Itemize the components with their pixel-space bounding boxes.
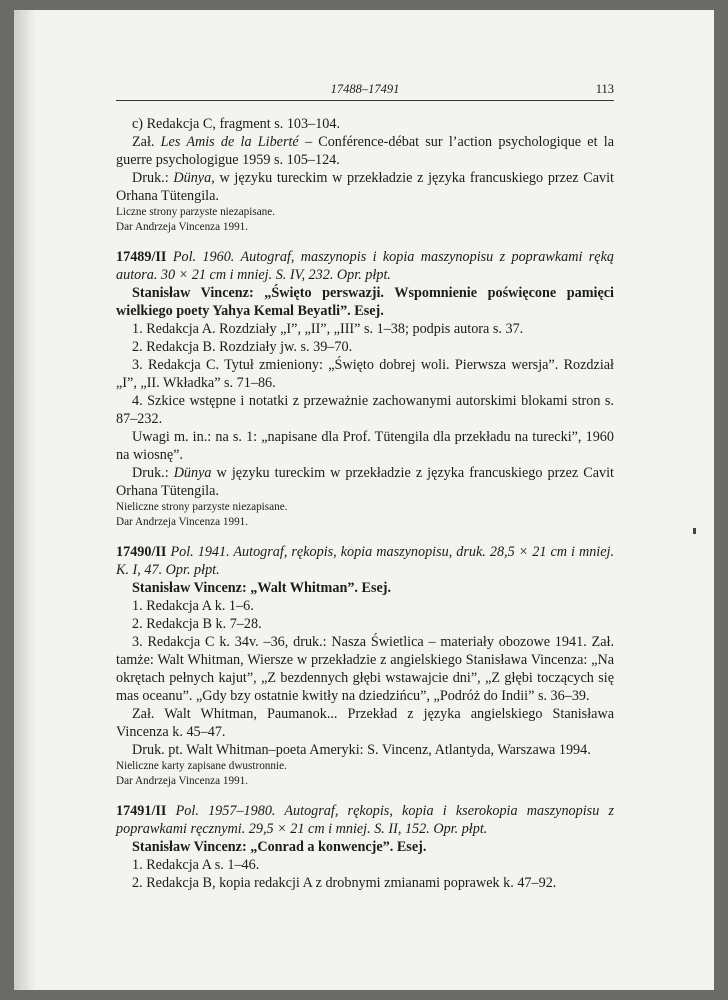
italic-title: Dünya [173, 465, 212, 481]
note-line: Nieliczne strony parzyste niezapisane. [116, 501, 288, 513]
note-block [116, 205, 614, 235]
entry-id: 17490/II [116, 544, 167, 560]
note-block [116, 500, 614, 530]
text-run: – Conférence-débat sur l’action psychologique et la guerre psychologigue 1959 s. 105–124. [116, 134, 614, 168]
catalog-entry [116, 802, 614, 838]
text-run: , w języku tureckim w przekładzie z języka francuskiego przez Cavit Orhana Tütengila. [116, 170, 614, 204]
entry-id: 17491/II [116, 803, 167, 819]
entry-description: Pol. 1941. Autograf, rękopis, kopia maszynopisu, druk. 28,5 × 21 cm i mniej. K. I, 47. Opr. płpt. [116, 544, 615, 578]
page-content [116, 82, 614, 892]
header-rule [116, 100, 614, 101]
paragraph [116, 169, 614, 205]
paragraph: 3. Redakcja C k. 34v. –36, druk.: Nasza Świetlica – materiały obozowe 1941. Zał. tamże: Walt Whitman, Wiersze w przekładzie z angielskiego Stanisława Vincenza: „Na okrętach pełnych kajut”, „Z bezdennych głębi wstawajcie dni”, „Z głębi toczących się mas oceanu”. „Gdy bzy ostatnie kwitły na dziedzińcu”, „Podróż do Indii” s. 36–39. [116, 634, 614, 704]
note-line: Liczne strony parzyste niezapisane. [116, 206, 276, 218]
note-line: Dar Andrzeja Vincenza 1991. [116, 516, 249, 528]
page-number: 113 [595, 82, 614, 96]
paragraph: 2. Redakcja B. Rozdziały jw. s. 39–70. [132, 339, 353, 355]
paragraph: 1. Redakcja A s. 1–46. [132, 857, 260, 873]
paragraph: 1. Redakcja A. Rozdziały „I”, „II”, „III” s. 1–38; podpis autora s. 37. [132, 321, 524, 337]
running-header [116, 82, 614, 98]
entry-description: Pol. 1957–1980. Autograf, rękopis, kopia i kserokopia maszynopisu z poprawkami ręcznymi. 29,5 × 21 cm i mniej. S. II, 152. Opr. płpt. [116, 803, 614, 837]
paragraph: Druk. pt. Walt Whitman–poeta Ameryki: S. Vincenz, Atlantyda, Warszawa 1994. [132, 742, 591, 758]
catalog-entry [116, 248, 614, 284]
paragraph [116, 464, 614, 500]
work-title: Stanisław Vincenz: „Walt Whitman”. Esej. [132, 580, 392, 596]
note-line: Dar Andrzeja Vincenza 1991. [116, 775, 249, 787]
text-run: w języku tureckim w przekładzie z języka francuskiego przez Cavit Orhana Tütengila. [116, 465, 614, 499]
italic-title: Les Amis de la Liberté [160, 134, 299, 150]
paragraph [116, 133, 614, 169]
note-line: Nieliczne karty zapisane dwustronnie. [116, 760, 287, 772]
note-line: Dar Andrzeja Vincenza 1991. [116, 221, 249, 233]
paragraph: 4. Szkice wstępne i notatki z przeważnie zachowanymi autorskimi blokami stron s. 87–232. [116, 393, 614, 427]
paragraph: Uwagi m. in.: na s. 1: „napisane dla Prof. Tütengila dla przekładu na turecki”, 1960 na wiosnę”. [116, 429, 614, 463]
paragraph: 2. Redakcja B k. 7–28. [132, 616, 262, 632]
note-block [116, 759, 614, 789]
catalog-entry [116, 543, 614, 579]
text-run: Druk.: [132, 170, 174, 186]
entry-id: 17489/II [116, 249, 167, 265]
text-run: Zał. [132, 134, 161, 150]
paragraph: 2. Redakcja B, kopia redakcji A z drobnymi zmianami poprawek k. 47–92. [132, 875, 557, 891]
paragraph: c) Redakcja C, fragment s. 103–104. [132, 116, 341, 132]
work-title: Stanisław Vincenz: „Conrad a konwencje”. Esej. [132, 839, 427, 855]
book-page [14, 10, 714, 990]
section-gap [116, 235, 614, 248]
paragraph: Zał. Walt Whitman, Paumanok... Przekład z języka angielskiego Stanisława Vincenza k. 45–47. [116, 706, 614, 740]
text-run: Druk.: [132, 465, 174, 481]
margin-mark [693, 528, 696, 534]
header-title: 17488–17491 [330, 82, 400, 96]
entry-description: Pol. 1960. Autograf, maszynopis i kopia maszynopisu z poprawkami ręką autora. 30 × 21 cm i mniej. S. IV, 232. Opr. płpt. [116, 249, 614, 283]
paragraph: 3. Redakcja C. Tytuł zmieniony: „Święto dobrej woli. Pierwsza wersja”. Rozdział „I”, „II. Wkładka” s. 71–86. [116, 357, 614, 391]
italic-title: Dünya [173, 170, 212, 186]
paragraph: 1. Redakcja A k. 1–6. [132, 598, 254, 614]
section-gap [116, 789, 614, 802]
catalog-body [116, 115, 614, 892]
work-title: Stanisław Vincenz: „Święto perswazji. Wspomnienie poświęcone pamięci wielkiego poety Yahya Kemal Beyatli”. Esej. [116, 285, 614, 319]
section-gap [116, 530, 614, 543]
